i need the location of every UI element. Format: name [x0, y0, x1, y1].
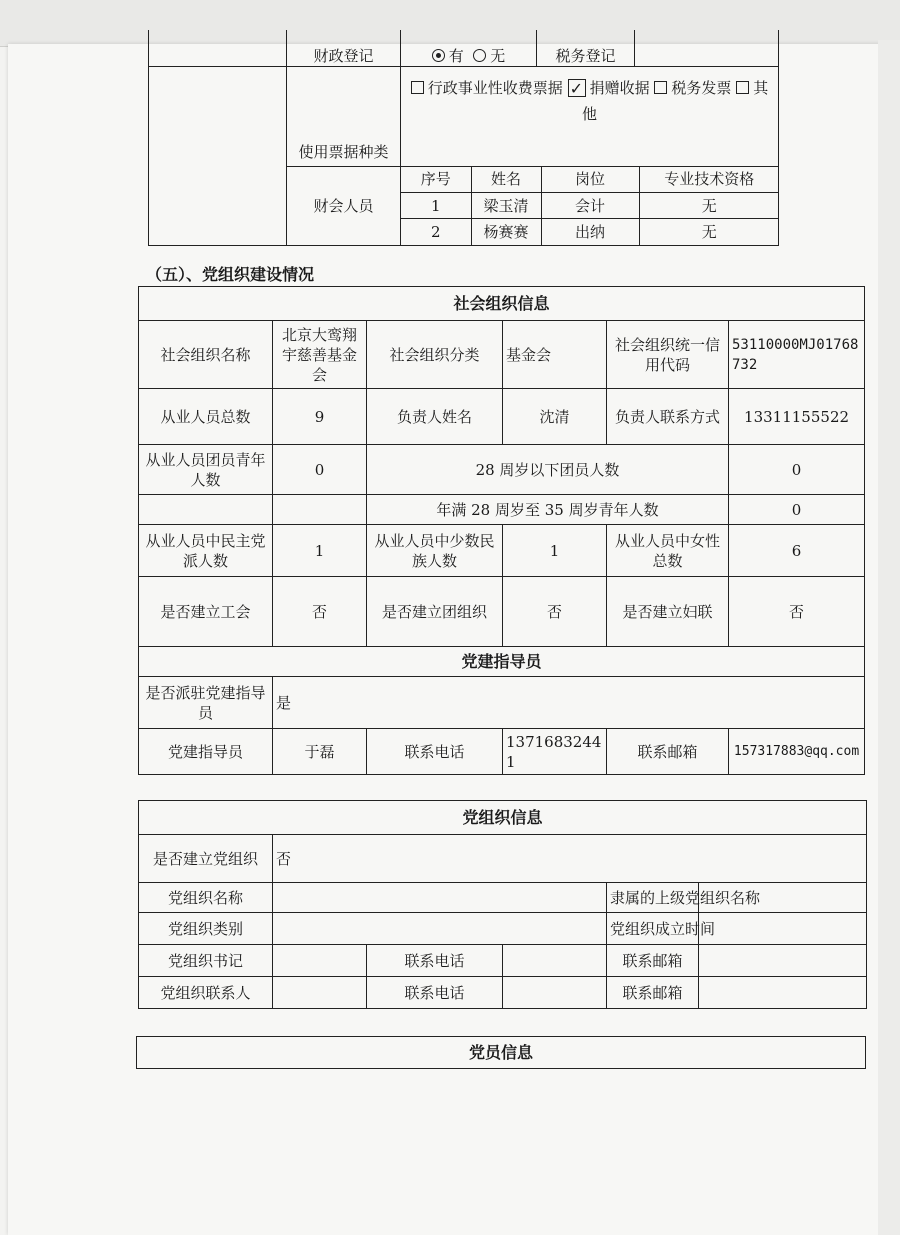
league-org-label: 是否建立团组织	[367, 577, 503, 647]
section-title: （五）、党组织建设情况	[146, 265, 315, 284]
party-contact-email-value	[699, 977, 867, 1009]
instructor-phone-label: 联系电话	[367, 729, 503, 775]
staff-cell: 梁玉清	[471, 193, 541, 219]
tax-registration-label: 税务登记	[537, 30, 635, 66]
checkbox-other[interactable]	[736, 81, 749, 94]
instructor-phone-value: 13716832441	[503, 729, 607, 775]
bill-option-admin-fee: 行政事业性收费票据	[427, 78, 563, 97]
accounting-staff-cell	[401, 166, 779, 245]
radio-yes[interactable]	[432, 49, 445, 62]
union-value: 否	[273, 577, 367, 647]
social-org-header: 社会组织信息	[139, 287, 865, 321]
under28-label: 28 周岁以下团员人数	[367, 445, 729, 495]
bill-option-other: 其他	[581, 78, 769, 123]
party-name-value	[273, 883, 607, 913]
page-edge	[878, 40, 900, 1235]
bill-types-options	[401, 66, 779, 166]
tax-options-cell	[635, 30, 779, 66]
table-row	[401, 193, 779, 219]
leader-contact-value: 13311155522	[729, 389, 865, 445]
staff-cell: 出纳	[541, 219, 639, 245]
minority-label: 从业人员中少数民族人数	[367, 525, 503, 577]
party-org-header: 党组织信息	[139, 801, 867, 835]
org-name-value: 北京大鸾翔宇慈善基金会	[273, 321, 367, 389]
party-established-label: 是否建立党组织	[139, 835, 273, 883]
women-fed-value: 否	[729, 577, 865, 647]
youth-league-label: 从业人员团员青年人数	[139, 445, 273, 495]
bill-option-donation: 捐赠收据	[589, 78, 650, 97]
instructor-email-label: 联系邮箱	[607, 729, 729, 775]
female-value: 6	[729, 525, 865, 577]
checkbox-admin-fee[interactable]	[411, 81, 424, 94]
option-yes-label: 有	[448, 46, 464, 65]
party-secretary-label: 党组织书记	[139, 945, 273, 977]
party-name-label: 党组织名称	[139, 883, 273, 913]
party-founded-label: 党组织成立时间	[607, 913, 699, 945]
party-secretary-phone-label: 联系电话	[367, 945, 503, 977]
fiscal-registration-label: 财政登记	[287, 30, 401, 66]
org-category-label: 社会组织分类	[367, 321, 503, 389]
staff-header-post: 岗位	[541, 167, 639, 193]
staff-header-qualification: 专业技术资格	[639, 167, 779, 193]
fiscal-label-cell	[149, 30, 287, 66]
table-row	[401, 219, 779, 245]
party-contact-label: 党组织联系人	[139, 977, 273, 1009]
party-contact-email-label: 联系邮箱	[607, 977, 699, 1009]
radio-no[interactable]	[473, 49, 486, 62]
leader-contact-label: 负责人联系方式	[607, 389, 729, 445]
instructor-dispatched-value: 是	[273, 677, 865, 729]
leader-name-label: 负责人姓名	[367, 389, 503, 445]
staff-total-value: 9	[273, 389, 367, 445]
youth-league-value: 0	[273, 445, 367, 495]
women-fed-label: 是否建立妇联	[607, 577, 729, 647]
blank-cell	[273, 495, 367, 525]
party-contact-phone-value	[503, 977, 607, 1009]
instructor-header: 党建指导员	[139, 647, 865, 677]
org-name-label: 社会组织名称	[139, 321, 273, 389]
finance-table	[148, 30, 779, 246]
bill-option-tax-invoice: 税务发票	[671, 78, 732, 97]
staff-cell: 无	[639, 219, 779, 245]
blank-cell	[139, 495, 273, 525]
instructor-value: 于磊	[273, 729, 367, 775]
checkbox-donation[interactable]	[568, 79, 586, 97]
staff-cell: 杨赛赛	[471, 219, 541, 245]
party-secretary-email-value	[699, 945, 867, 977]
league-org-value: 否	[503, 577, 607, 647]
staff-cell: 2	[401, 219, 471, 245]
party-founded-value	[699, 913, 867, 945]
member-info-table	[136, 1036, 866, 1069]
fiscal-options	[401, 30, 537, 66]
leader-name-value: 沈清	[503, 389, 607, 445]
party-type-label: 党组织类别	[139, 913, 273, 945]
accounting-staff-label: 财会人员	[287, 166, 401, 245]
party-org-table	[138, 800, 867, 1009]
accounting-staff-table	[401, 167, 779, 245]
staff-header-index: 序号	[401, 167, 471, 193]
age28-35-value: 0	[729, 495, 865, 525]
staff-header-name: 姓名	[471, 167, 541, 193]
age28-35-label: 年满 28 周岁至 35 周岁青年人数	[367, 495, 729, 525]
org-category-value: 基金会	[503, 321, 607, 389]
instructor-email-value: 157317883@qq.com	[729, 729, 865, 775]
party-type-value	[273, 913, 607, 945]
democratic-party-label: 从业人员中民主党派人数	[139, 525, 273, 577]
credit-code-value: 53110000MJ01768732	[729, 321, 865, 389]
under28-value: 0	[729, 445, 865, 495]
party-secretary-value	[273, 945, 367, 977]
option-no-label: 无	[490, 46, 506, 65]
staff-cell: 1	[401, 193, 471, 219]
democratic-party-value: 1	[273, 525, 367, 577]
female-label: 从业人员中女性总数	[607, 525, 729, 577]
credit-code-label: 社会组织统一信用代码	[607, 321, 729, 389]
instructor-label: 党建指导员	[139, 729, 273, 775]
party-established-value: 否	[273, 835, 867, 883]
party-contact-phone-label: 联系电话	[367, 977, 503, 1009]
left-blank-cell	[149, 66, 287, 245]
staff-total-label: 从业人员总数	[139, 389, 273, 445]
party-parent-label: 隶属的上级党组织名称	[607, 883, 699, 913]
union-label: 是否建立工会	[139, 577, 273, 647]
staff-cell: 会计	[541, 193, 639, 219]
party-contact-value	[273, 977, 367, 1009]
member-info-header: 党员信息	[137, 1037, 866, 1069]
bill-types-label: 使用票据种类	[287, 66, 401, 166]
minority-value: 1	[503, 525, 607, 577]
checkbox-tax-invoice[interactable]	[654, 81, 667, 94]
staff-cell: 无	[639, 193, 779, 219]
party-secretary-email-label: 联系邮箱	[607, 945, 699, 977]
instructor-dispatched-label: 是否派驻党建指导员	[139, 677, 273, 729]
social-org-table	[138, 286, 865, 775]
party-secretary-phone-value	[503, 945, 607, 977]
